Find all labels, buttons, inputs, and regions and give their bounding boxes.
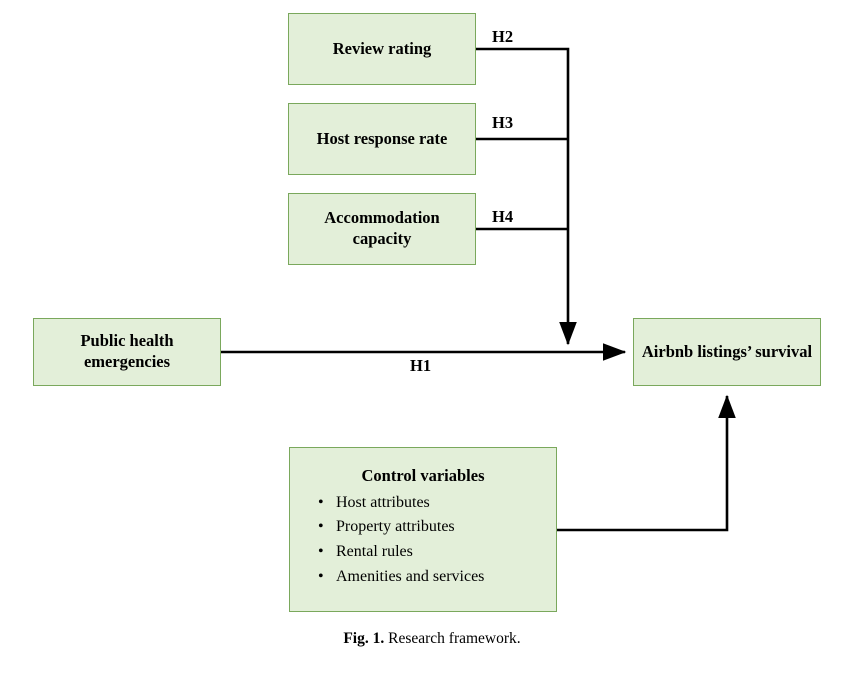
node-review-rating-label: Review rating: [332, 38, 432, 58]
list-item: • Property attributes: [336, 515, 556, 540]
list-item: • Rental rules: [336, 540, 556, 565]
node-accommodation-capacity-label: Accommodation capacity: [324, 208, 440, 248]
line-h2: [476, 49, 568, 344]
node-host-response-rate: [288, 103, 476, 175]
node-public-health-emergencies-label: Public health emergencies: [80, 331, 174, 371]
node-control-variables: [289, 447, 557, 612]
list-item: • Host attributes: [336, 491, 556, 516]
hypothesis-label-h3: H3: [492, 113, 514, 132]
node-airbnb-listings-survival-label: Airbnb listings’ survival: [641, 341, 813, 361]
hypothesis-label-h1: H1: [410, 356, 432, 375]
node-public-health-emergencies: [33, 318, 221, 386]
node-review-rating: [288, 13, 476, 85]
line-control-variables: [557, 396, 727, 530]
hypothesis-label-h2: H2: [492, 27, 514, 46]
figure-caption-text: Research framework.: [388, 630, 521, 647]
node-accommodation-capacity: [288, 193, 476, 265]
hypothesis-label-h4: H4: [492, 207, 514, 226]
node-airbnb-listings-survival: [633, 318, 821, 386]
figure-caption-label: Fig. 1.: [343, 630, 385, 647]
node-host-response-rate-label: Host response rate: [316, 128, 448, 148]
control-variables-list: [290, 491, 556, 590]
figure-caption: [0, 630, 864, 648]
control-variables-title: Control variables: [361, 466, 485, 485]
list-item: • Amenities and services: [336, 565, 556, 590]
